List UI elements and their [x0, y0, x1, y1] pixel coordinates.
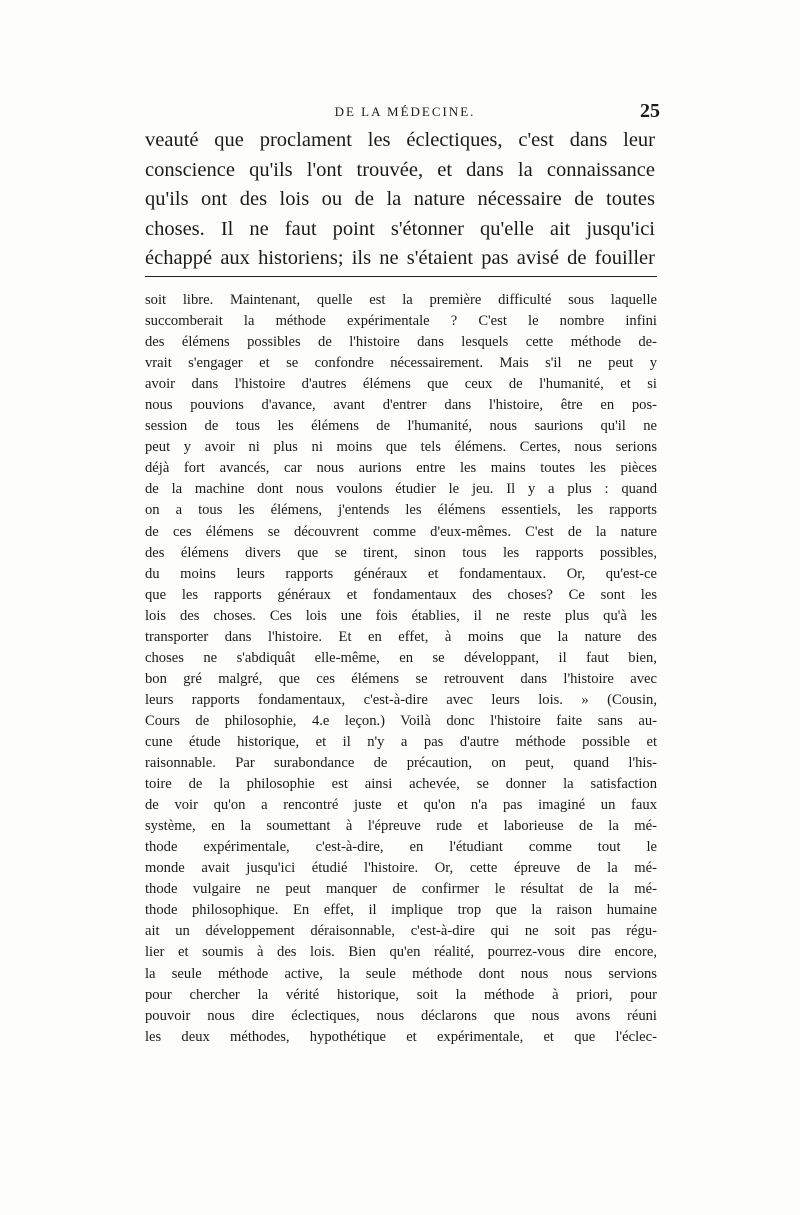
- footnote-separator-rule: [145, 276, 657, 277]
- footnote-line: thode vulgaire ne peut manquer de confirmer le résultat de la mé-: [145, 881, 657, 898]
- footnote-line: cune étude historique, et il n'y a pas d'autre méthode possible et: [145, 733, 657, 750]
- footnote-line: pour chercher la vérité historique, soit la méthode à priori, pour: [145, 986, 657, 1003]
- footnote-line: transporter dans l'histoire. Et en effet, à moins que la nature des: [145, 628, 657, 645]
- main-text-line: veauté que proclament les éclectiques, c'est dans leur: [145, 129, 655, 151]
- footnote-line: thode expérimentale, c'est-à-dire, en l'étudiant comme tout le: [145, 839, 657, 856]
- footnote-line: pouvoir nous dire éclectiques, nous déclarons que nous avons réuni: [145, 1007, 657, 1024]
- footnote-line: peut y avoir ni plus ni moins que tels élémens. Certes, nous serions: [145, 439, 657, 456]
- footnote-line: soit libre. Maintenant, quelle est la première difficulté sous laquelle: [145, 292, 657, 308]
- running-title: DE LA MÉDECINE.: [334, 104, 476, 119]
- footnote-line: les deux méthodes, hypothétique et expérimentale, et que l'éclec-: [145, 1028, 657, 1045]
- footnote-line: Cours de philosophie, 4.e leçon.) Voilà donc l'histoire faite sans au-: [145, 712, 657, 729]
- footnote-line: que les rapports généraux et fondamentaux des choses? Ce sont les: [145, 586, 657, 603]
- footnote-line: choses ne s'abdiquât elle-même, en se développant, il faut bien,: [145, 649, 657, 666]
- footnote-line: on a tous les élémens, j'entends les élémens essentiels, les rapports: [145, 502, 657, 519]
- footnote-line: raisonnable. Par surabondance de précaution, on peut, quand l'his-: [145, 755, 657, 772]
- footnote-line: la seule méthode active, la seule méthode dont nous nous servions: [145, 965, 657, 982]
- footnote-line: leurs rapports fondamentaux, c'est-à-dire avec leurs lois. » (Cousin,: [145, 691, 657, 708]
- footnote-line: de ces élémens se découvrent comme d'eux-mêmes. C'est de la nature: [145, 523, 657, 540]
- footnote-line: de voir qu'on a rencontré juste et qu'on n'a pas imaginé un faux: [145, 797, 657, 814]
- footnote-line: déjà fort avancés, car nous aurions entre les mains toutes les pièces: [145, 460, 657, 477]
- main-text-line: qu'ils ont des lois ou de la nature nécessaire de toutes: [145, 188, 655, 210]
- footnote-line: nous pouvions d'avance, avant d'entrer dans l'histoire, être en pos-: [145, 397, 657, 414]
- footnote-line: vrait s'engager et se confondre nécessairement. Mais s'il ne peut y: [145, 355, 657, 372]
- footnote-line: lier et soumis à des lois. Bien qu'en réalité, pourrez-vous dire encore,: [145, 944, 657, 961]
- footnote-line: système, en la soumettant à l'épreuve rude et laborieuse de la mé-: [145, 818, 657, 835]
- footnote-line: bon gré malgré, que ces élémens se retrouvent dans l'histoire avec: [145, 670, 657, 687]
- footnote-line: du moins leurs rapports généraux et fondamentaux. Or, qu'est-ce: [145, 565, 657, 582]
- footnote-line: des élémens divers que se tirent, sinon tous les rapports possibles,: [145, 544, 657, 561]
- footnote-line: thode philosophique. En effet, il implique trop que la raison humaine: [145, 902, 657, 919]
- footnote-line: lois des choses. Ces lois une fois établies, il ne reste plus qu'à les: [145, 607, 657, 624]
- running-head: [150, 100, 660, 126]
- main-text-line: échappé aux historiens; ils ne s'étaient pas avisé de fouiller: [145, 247, 655, 269]
- footnote-line: de la machine dont nous voulons étudier le jeu. Il y a plus : quand: [145, 481, 657, 498]
- footnote-line: monde avait jusqu'ici étudié l'histoire. Or, cette épreuve de la mé-: [145, 860, 657, 877]
- main-text-line: conscience qu'ils l'ont trouvée, et dans la connaissance: [145, 158, 655, 181]
- footnote-line: des élémens possibles de l'histoire dans lesquels cette méthode de-: [145, 334, 657, 351]
- footnote-line: succomberait la méthode expérimentale ? C'est le nombre infini: [145, 313, 657, 330]
- footnote-line: avoir dans l'histoire d'autres élémens que ceux de l'humanité, et si: [145, 376, 657, 393]
- main-text: [145, 126, 655, 274]
- main-text-line: choses. Il ne faut point s'étonner qu'elle ait jusqu'ici: [145, 217, 655, 240]
- footnote-line: ait un développement déraisonnable, c'est-à-dire qui ne soit pas régu-: [145, 923, 657, 940]
- footnote-line: session de tous les élémens de l'humanité, nous saurions qu'il ne: [145, 418, 657, 435]
- footnote-line: toire de la philosophie est ainsi achevée, se donner la satisfaction: [145, 776, 657, 793]
- footnote: [145, 290, 657, 1048]
- page-number: 25: [640, 100, 660, 122]
